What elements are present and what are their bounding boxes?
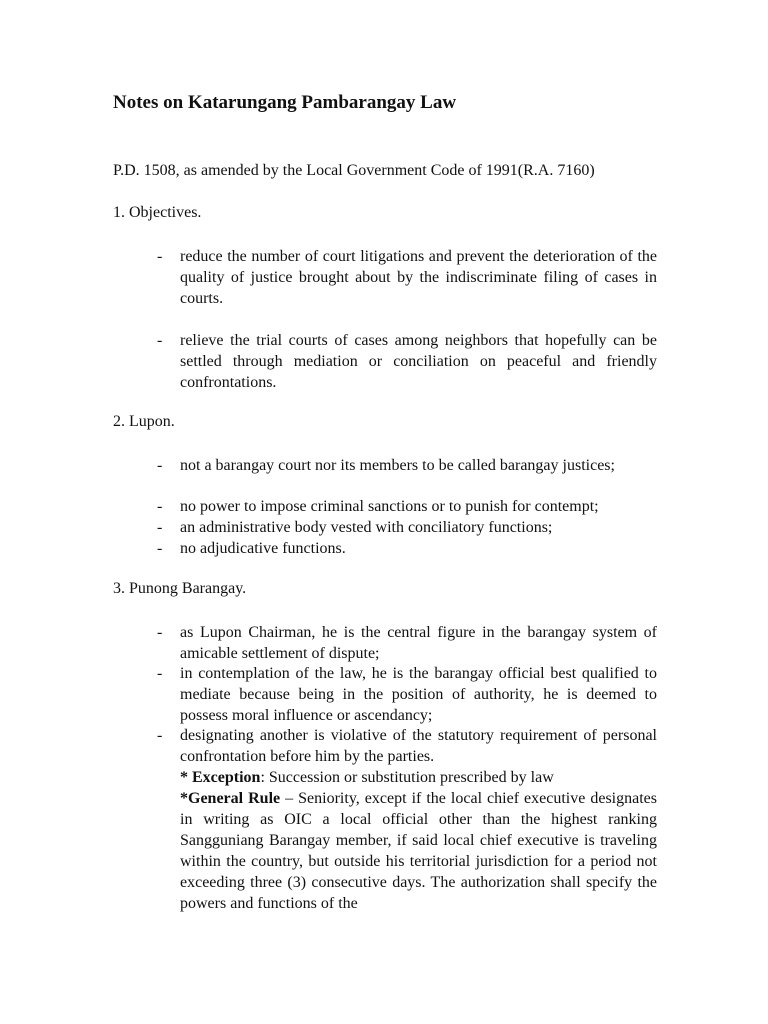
list-item-text: no power to impose criminal sanctions or to punish for contempt; [180, 498, 599, 515]
general-rule-text: – Seniority, except if the local chief executive designates in writing as OIC a local official other than the highest ranking Sangguniang Barangay member, if said local chief executive is traveling within the country, but outside his territorial jurisdiction for a period not exceeding three (3) consecutive days. The authorization shall specify the powers and functions of the [180, 790, 658, 912]
list-item [157, 330, 657, 393]
list-item [157, 538, 657, 559]
bullet-dash: - [157, 332, 163, 349]
list-item-text: relieve the trial courts of cases among neighbors that hopefully can be settled through mediation or conciliation on peaceful and friendly confrontations. [180, 332, 657, 391]
bullet-dash: - [157, 665, 163, 682]
section-heading-punong-barangay: 3. Punong Barangay. [113, 580, 247, 597]
bullet-dash: - [157, 727, 163, 744]
list-item-text: as Lupon Chairman, he is the central figure in the barangay system of amicable settlement of dispute; [180, 624, 657, 662]
bullet-dash: - [157, 519, 163, 536]
list-item-text: an administrative body vested with conciliatory functions; [180, 519, 553, 536]
list-item [157, 663, 657, 726]
exception-text: : Succession or substitution prescribed by law [260, 769, 554, 786]
list-item-text: reduce the number of court litigations and prevent the deterioration of the quality of justice brought about by the indiscriminate filing of cases in courts. [180, 248, 657, 307]
list-item [157, 725, 657, 767]
bullet-dash: - [157, 624, 163, 641]
bullet-dash: - [157, 457, 163, 474]
document-subtitle: P.D. 1508, as amended by the Local Government Code of 1991(R.A. 7160) [113, 162, 595, 179]
list-item [157, 246, 657, 309]
list-item [157, 517, 657, 538]
bullet-dash: - [157, 540, 163, 557]
exception-note [180, 767, 657, 788]
list-item [157, 455, 657, 476]
list-item-text: no adjudicative functions. [180, 540, 346, 557]
list-item-text: in contemplation of the law, he is the barangay official best qualified to mediate because being in the position of authority, he is deemed to possess moral influence or ascendancy; [180, 665, 657, 724]
document-title: Notes on Katarungang Pambarangay Law [113, 92, 457, 113]
list-item-text: not a barangay court nor its members to be called barangay justices; [180, 457, 615, 474]
list-item [157, 496, 657, 517]
list-item [157, 622, 657, 664]
list-item-text: designating another is violative of the statutory requirement of personal confrontation before him by the parties. [180, 727, 657, 765]
bullet-dash: - [157, 498, 163, 515]
section-heading-lupon: 2. Lupon. [113, 413, 175, 430]
general-rule-label: *General Rule [180, 790, 281, 807]
exception-label: * Exception [180, 769, 261, 786]
general-rule-note [180, 788, 657, 914]
section-heading-objectives: 1. Objectives. [113, 204, 202, 221]
bullet-dash: - [157, 248, 163, 265]
